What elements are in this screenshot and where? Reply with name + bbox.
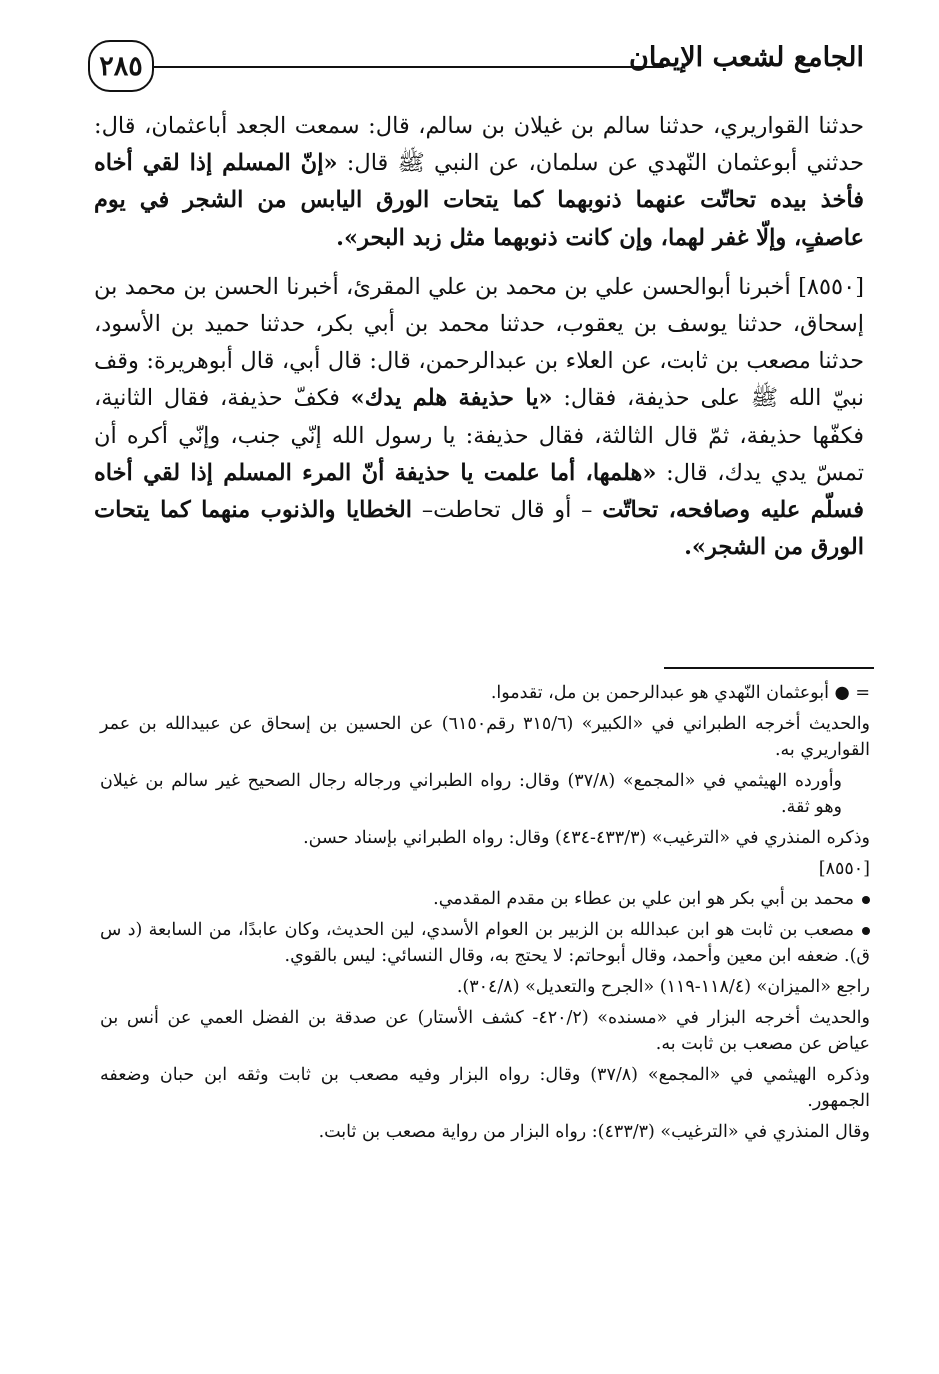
footnote-line: والحديث أخرجه البزار في «مسنده» (٤٢٠/٢- كشف الأستار) عن صدقة بن الفضل العمي عن أنس بن عياض عن مصعب بن ثابت به. bbox=[100, 1008, 870, 1054]
hadith-paragraph-2 bbox=[94, 269, 864, 567]
footnote-line: = ● أبوعثمان النّهدي هو عبدالرحمن بن مل، تقدموا. bbox=[490, 683, 870, 703]
running-title: الجامع لشعب الإيمان bbox=[629, 42, 864, 73]
footnote-divider bbox=[664, 667, 874, 669]
header-rule bbox=[154, 66, 664, 68]
footnote-bullet bbox=[100, 886, 870, 912]
footnote-marker: [٨٥٥٠] bbox=[818, 859, 870, 879]
footnote-line: وذكره الهيثمي في «المجمع» (٣٧/٨) وقال: رواه البزار وفيه مصعب بن ثابت وثقه ابن حبان وضعفه الجمهور. bbox=[100, 1065, 870, 1111]
isnad-text: حدثنا القواريري، حدثنا سالم بن غيلان بن سالم، قال: سمعت الجعد أباعثمان، قال: حدثني أبوعثمان النّهدي عن سلمان، عن النبي ﷺ قال: bbox=[94, 113, 864, 177]
footnote-bullet bbox=[100, 917, 870, 969]
footnote-line: راجع «الميزان» (١١٨/٤-١١٩) «الجرح والتعديل» (٣٠٤/٨). bbox=[456, 977, 870, 997]
narration-text: فكفّ حذيفة، فقال الثانية، فكفّها حذيفة، ثمّ قال الثالثة، فقال حذيفة: يا رسول الله إنّي جنب، وإنّي أكره أن تمسّ يدي يدك، قال: bbox=[94, 385, 864, 486]
footnote-bullet-text: محمد بن أبي بكر هو ابن علي بن عطاء بن مقدم المقدمي. bbox=[433, 889, 854, 909]
bullet-icon bbox=[862, 896, 870, 904]
matn-text: الخطايا والذنوب منهما كما يتحات الورق من الشجر». bbox=[94, 497, 864, 561]
footnote-line: وقال المنذري في «الترغيب» (٤٣٣/٣): رواه البزار من رواية مصعب بن ثابت. bbox=[318, 1122, 870, 1142]
matn-text: «هلمها، أما علمت يا حذيفة أنّ المرء المسلم إذا لقي أخاه فسلّم عليه وصافحه، تحاتّت bbox=[94, 459, 865, 524]
narration-text: – أو قال تحاطت– bbox=[412, 497, 603, 524]
footnote-line: وأورده الهيثمي في «المجمع» (٣٧/٨) وقال: رواه الطبراني ورجاله رجال الصحيح غير سالم بن غيلان وهو ثقة. bbox=[100, 771, 843, 817]
footnote-line: وذكره المنذري في «الترغيب» (٤٣٣/٣-٤٣٤) وقال: رواه الطبراني بإسناد حسن. bbox=[303, 828, 870, 848]
main-text bbox=[94, 108, 864, 566]
page-number: ٢٨٥ bbox=[88, 40, 154, 92]
page-header bbox=[88, 36, 864, 106]
footnotes bbox=[100, 680, 870, 1150]
hadith-paragraph-1 bbox=[94, 108, 864, 257]
bullet-icon bbox=[862, 927, 870, 935]
footnote-line: والحديث أخرجه الطبراني في «الكبير» (٣١٥/٦ رقم٦١٥٠) عن الحسين بن إسحاق عن عبيدالله بن عمر القواريري به. bbox=[100, 714, 871, 760]
isnad-text: [٨٥٥٠] أخبرنا أبوالحسن علي بن محمد بن علي المقرئ، أخبرنا الحسن بن محمد بن إسحاق، حدثنا يوسف بن يعقوب، حدثنا محمد بن أبي بكر، حدثنا حميد بن الأسود، حدثنا مصعب بن ثابت، عن العلاء بن عبدالرحمن، قال: قال أبي، قال أبوهريرة: وقف نبيّ الله ﷺ على حذيفة، فقال: bbox=[94, 273, 864, 412]
matn-text: «إنّ المسلم إذا لقي أخاه فأخذ بيده تحاتّت عنهما ذنوبهما كما يتحات الورق اليابس من الشجر في يوم عاصفٍ، وإلّا غفر لهما، وإن كانت ذنوبهما مثل زبد البحر». bbox=[94, 150, 864, 251]
matn-text: «يا حذيفة هلم يدك» bbox=[350, 385, 553, 412]
footnote-bullet-text: مصعب بن ثابت هو ابن عبدالله بن الزبير بن العوام الأسدي، لين الحديث، وكان عابدًا، من السابعة (د س ق). ضعفه ابن معين وأحمد، وقال أبوحاتم: لا يحتج به، وقال النسائي: ليس بالقوي. bbox=[100, 920, 870, 966]
